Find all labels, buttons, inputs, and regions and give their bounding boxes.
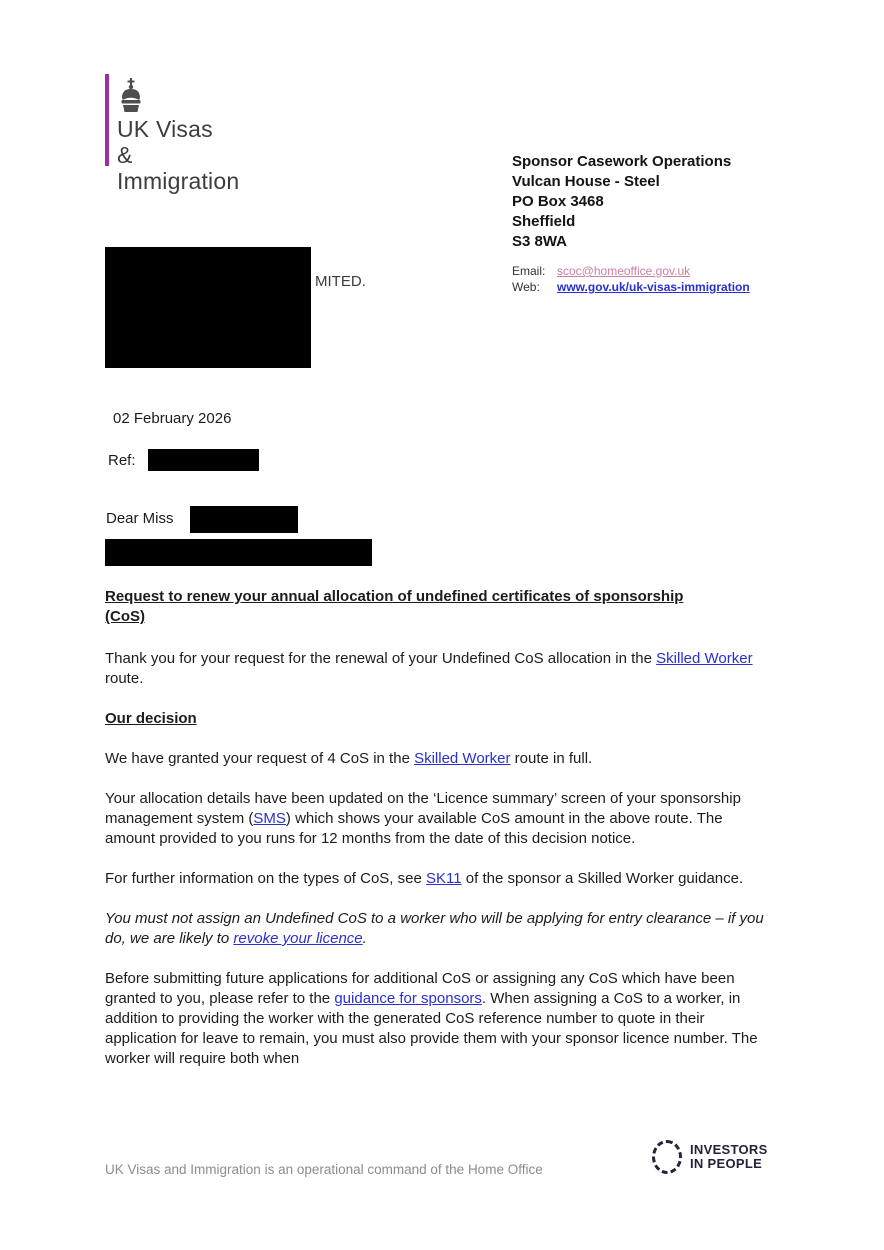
paragraph-text: . When assigning a CoS to a worker, in addition to providing the worker with the generated CoS reference number to quote in their application for leave to remain, you must also provide them with your sponsor licence number. The worker will require both when: [105, 990, 758, 1067]
brand-purple-bar: [105, 74, 109, 166]
paragraph-future: [105, 969, 767, 1069]
subject-heading: Request to renew your annual allocation of undefined certificates of sponsorship (CoS): [105, 588, 684, 625]
ref-label: Ref:: [108, 452, 136, 469]
sender-address-line: Sponsor Casework Operations: [512, 153, 732, 170]
laurel-wreath-icon: [652, 1140, 682, 1174]
email-label: Email:: [512, 264, 546, 278]
paragraph-text: route.: [105, 670, 144, 687]
salutation: Dear Miss: [106, 510, 174, 527]
sms-link[interactable]: SMS: [253, 810, 286, 827]
paragraph-thanks: [105, 649, 767, 689]
paragraph-text: route in full.: [510, 750, 593, 767]
iip-logo-text: [690, 1143, 768, 1171]
paragraph-text: of the sponsor a Skilled Worker guidance.: [461, 870, 744, 887]
paragraph-text: You must not assign an Undefined CoS to a worker who will be applying for entry clearance – if you do, we are likely to: [105, 910, 764, 947]
sender-address-line: PO Box 3468: [512, 193, 604, 210]
paragraph-text: Before submitting future applications for additional CoS or assigning any CoS which have been granted to you, please refer to the: [105, 970, 735, 1007]
paragraph-text: Your allocation details have been updated on the ‘Licence summary’ screen of your sponsorship management system (: [105, 790, 741, 827]
sender-address-line: S3 8WA: [512, 233, 568, 250]
brand-title: [117, 116, 239, 194]
brand-title-line1: UK Visas: [117, 116, 213, 142]
letter-date: 02 February 2026: [113, 410, 232, 427]
crown-icon: [118, 78, 144, 119]
contact-block: [512, 263, 750, 295]
web-label: Web:: [512, 280, 540, 294]
paragraph-text: We have granted your request of 4 CoS in the: [105, 750, 415, 767]
skilled-worker-link[interactable]: Skilled Worker: [414, 750, 511, 767]
guidance-for-sponsors-link[interactable]: guidance for sponsors: [334, 990, 482, 1007]
sender-address: [512, 152, 731, 252]
revoke-licence-link[interactable]: revoke your licence: [233, 930, 363, 947]
brand-title-line2: & Immigration: [117, 142, 240, 194]
ref-row: [108, 452, 136, 469]
paragraph-warning: [105, 909, 767, 949]
email-link[interactable]: scoc@homeoffice.gov.uk: [557, 264, 691, 278]
letter-body: [105, 587, 767, 1089]
investors-in-people-logo: [652, 1140, 768, 1174]
redacted-recipient-name: [190, 506, 298, 533]
paragraph-info: [105, 869, 767, 889]
decision-heading: Our decision: [105, 710, 197, 727]
paragraph-granted: [105, 749, 767, 769]
skilled-worker-link[interactable]: Skilled Worker: [656, 650, 753, 667]
redacted-ref-number: [148, 449, 259, 471]
redacted-recipient-block: [105, 247, 311, 368]
iip-logo-line2: IN PEOPLE: [690, 1156, 763, 1171]
sk11-link[interactable]: SK11: [426, 870, 462, 887]
redacted-line: [105, 539, 372, 566]
paragraph-allocation: [105, 789, 767, 849]
paragraph-text: .: [362, 930, 367, 947]
sender-address-line: Vulcan House - Steel: [512, 173, 660, 190]
footer-disclaimer: UK Visas and Immigration is an operational command of the Home Office: [105, 1162, 543, 1177]
sender-address-line: Sheffield: [512, 213, 576, 230]
iip-logo-line1: INVESTORS: [690, 1142, 768, 1157]
paragraph-text: ) which shows your available CoS amount in the above route. The amount provided to you runs for 12 months from the date of this decision notice.: [105, 810, 723, 847]
web-link[interactable]: www.gov.uk/uk-visas-immigration: [557, 280, 750, 294]
recipient-text-fragment: MITED.: [315, 273, 366, 290]
paragraph-text: For further information on the types of CoS, see: [105, 870, 426, 887]
paragraph-text: Thank you for your request for the renewal of your Undefined CoS allocation in the: [105, 650, 657, 667]
